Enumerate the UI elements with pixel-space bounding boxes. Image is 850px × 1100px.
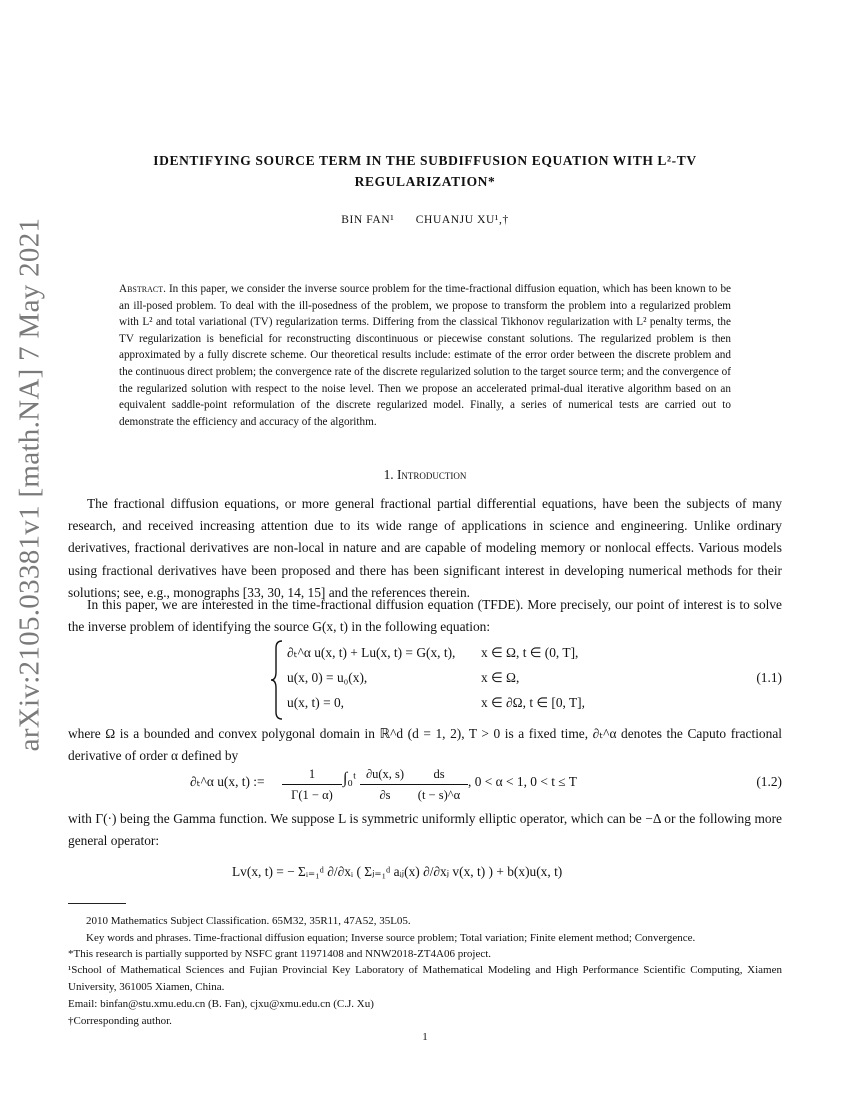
left-brace-icon xyxy=(270,640,284,720)
footnote-funding: *This research is partially supported by NSFC grant 11971408 and NNW2018-ZT4A06 project. xyxy=(68,948,492,960)
author-xu: CHUANJU XU¹,† xyxy=(415,214,509,226)
footnote-keywords: Key words and phrases. Time-fractional diffusion equation; Inverse source problem; Total variation; Finite element method; Convergence. xyxy=(86,932,696,944)
page-number: 1 xyxy=(422,1031,428,1043)
eq12-fraction-1-num: 1 xyxy=(282,764,342,785)
title-line-2: REGULARIZATION* xyxy=(354,174,496,189)
eq12-lhs: ∂ₜ^α u(x, t) := xyxy=(190,774,265,789)
eq12-fraction-2-den: ∂s xyxy=(379,788,391,802)
eq12-fraction-2-num: ∂u(x, s) xyxy=(360,764,410,785)
eq11-row1-lhs: ∂ₜ^α u(x, t) + Lu(x, t) = G(x, t), xyxy=(287,645,456,660)
footnote-email: Email: binfan@stu.xmu.edu.cn (B. Fan), cjxu@xmu.edu.cn (C.J. Xu) xyxy=(68,998,374,1010)
footnote-divider xyxy=(68,903,126,904)
footnote-affiliation: ¹School of Mathematical Sciences and Fujian Provincial Key Laboratory of Mathematical Modeling and High Performance Scientific Computing, Xiamen University, 361005 Xiamen, China. xyxy=(68,964,782,993)
eq11-row3-lhs: u(x, t) = 0, xyxy=(287,695,345,710)
footnote-msc: 2010 Mathematics Subject Classification. 65M32, 35R11, 47A52, 35L05. xyxy=(86,915,411,927)
footnote-corresponding: †Corresponding author. xyxy=(68,1015,172,1027)
eq12-fraction-1 xyxy=(282,764,342,805)
intro-paragraph-2: In this paper, we are interested in the time-fractional diffusion equation (TFDE). More precisely, our point of interest is to solve the inverse problem of identifying the source G(x, t) in the following equation: xyxy=(68,597,782,635)
eq11-row1-domain: x ∈ Ω, t ∈ (0, T], xyxy=(481,645,579,660)
author-line xyxy=(0,214,850,226)
title-line-1: IDENTIFYING SOURCE TERM IN THE SUBDIFFUSION EQUATION WITH L²-TV xyxy=(153,153,697,168)
arxiv-sidebar-stamp: arXiv:2105.03381v1 [math.NA] 7 May 2021 xyxy=(13,217,46,752)
eq12-integral: ∫₀ᵗ xyxy=(343,770,357,787)
abstract-label: Abstract. xyxy=(119,283,166,295)
eq12-fraction-3-num: ds xyxy=(410,764,468,785)
eq11-row2-domain: x ∈ Ω, xyxy=(481,670,520,685)
eq12-fraction-3-den: (t − s)^α xyxy=(417,788,461,802)
eq12-conditions: , 0 < α < 1, 0 < t ≤ T xyxy=(468,774,577,789)
eq11-row2-lhs: u(x, 0) = u₀(x), xyxy=(287,670,368,685)
intro-paragraph-3: where Ω is a bounded and convex polygonal domain in ℝ^d (d = 1, 2), T > 0 is a fixed time, ∂ₜ^α denotes the Caputo fractional derivative of order α defined by xyxy=(68,726,782,764)
author-fan: BIN FAN¹ xyxy=(341,214,395,226)
eq12-fraction-3 xyxy=(410,764,468,805)
eq-number-1-1: (1.1) xyxy=(756,670,782,685)
paper-title xyxy=(90,150,760,192)
eq12-fraction-1-den: Γ(1 − α) xyxy=(291,788,333,802)
abstract-text: In this paper, we consider the inverse source problem for the time-fractional diffusion equation, which has been known to be an ill-posed problem. To deal with the ill-posedness of the problem, we propose to transform the problem into a regularized problem with L² and total variational (TV) regularization terms. Differing from the classical Tikhonov regularization with L² penalty terms, the TV regularization is beneficial for reconstructing discontinuous or piecewise constant solutions. The regularized problem is then approximated by a fully discrete scheme. Our theoretical results include: estimate of the error order between the discrete problem and the continuous direct problem; the convergence rate of the discrete regularized solution to the target source term; and the convergence of the regularized solution with respect to the noise level. Then we propose an accelerated primal-dual iterative algorithm based on an equivalent saddle-point reformulation of the discrete regularized model. Finally, a series of numerical tests are carried out to demonstrate the efficiency and accuracy of the algorithm. xyxy=(119,283,731,428)
eq11-row3-domain: x ∈ ∂Ω, t ∈ [0, T], xyxy=(481,695,585,710)
intro-paragraph-4: with Γ(·) being the Gamma function. We suppose L is symmetric uniformly elliptic operator, which can be −Δ or the following more general operator: xyxy=(68,811,782,849)
intro-paragraph-1: The fractional diffusion equations, or more general fractional partial differential equations, have been the subjects of many research, and received increasing attention due to its wide range of applications in science and engineering. Unlike ordinary derivatives, fractional derivatives are non-local in nature and are capable of modeling memory or nonlocal effects. Various models using fractional derivatives have been proposed and there has been significant interest in developing numerical methods for their solutions; see, e.g., monographs [33, 30, 14, 15] and the references therein. xyxy=(68,496,782,600)
abstract xyxy=(119,281,731,430)
eq13-operator: Lv(x, t) = − Σᵢ₌₁ᵈ ∂/∂xᵢ ( Σⱼ₌₁ᵈ aᵢⱼ(x) ∂/∂xⱼ v(x, t) ) + b(x)u(x, t) xyxy=(232,864,563,879)
section-heading-introduction: 1. Introduction xyxy=(383,467,467,482)
eq12-fraction-2 xyxy=(360,764,410,805)
eq-number-1-2: (1.2) xyxy=(756,774,782,789)
